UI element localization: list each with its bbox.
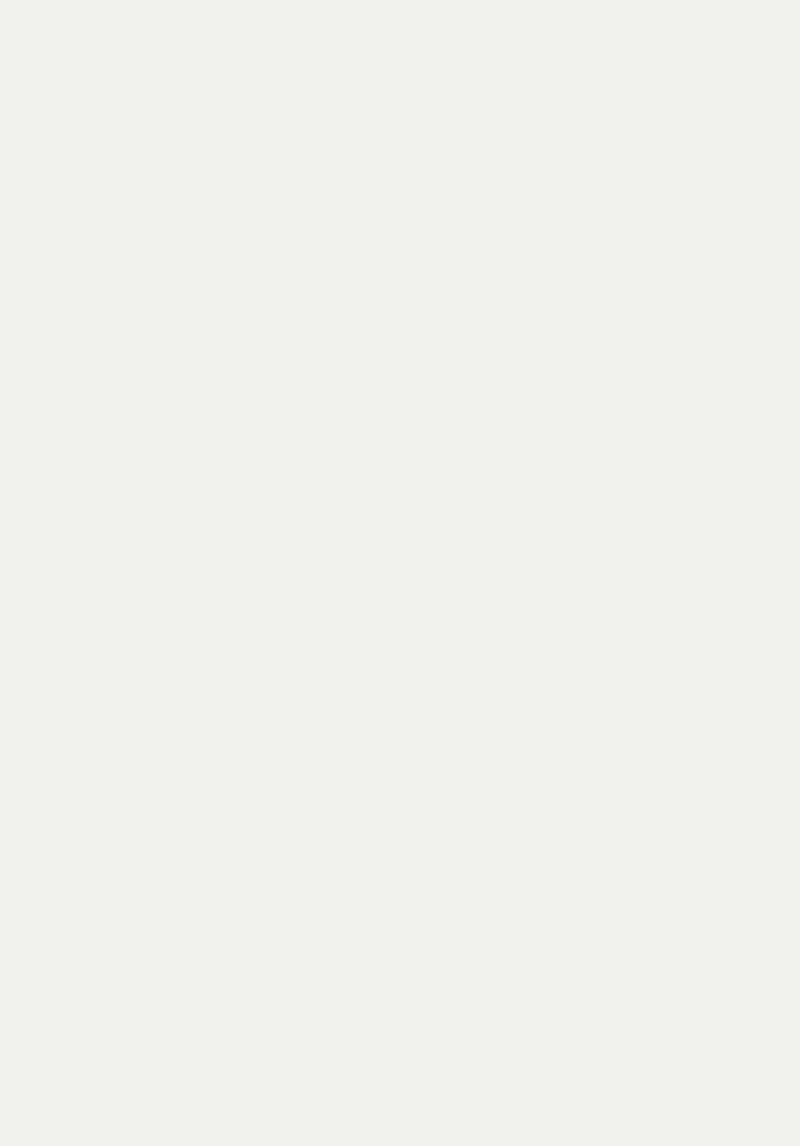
figure-8 [140,274,660,536]
weight-chart [140,274,660,536]
